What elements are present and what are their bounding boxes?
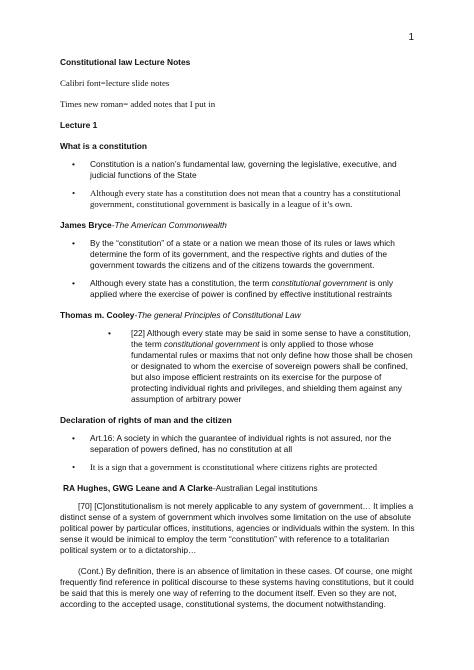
lecture-heading: Lecture 1 bbox=[60, 120, 98, 130]
font-note-calibri: Calibri font=lecture slide notes bbox=[60, 78, 170, 88]
page-number: 1 bbox=[408, 32, 414, 43]
declaration-heading: Declaration of rights of man and the citizen bbox=[60, 415, 232, 425]
document-title: Constitutional law Lecture Notes bbox=[60, 57, 191, 67]
list-item bbox=[60, 159, 416, 181]
bullet-icon: • bbox=[72, 238, 75, 248]
document-body bbox=[60, 57, 416, 610]
bullet-icon: • bbox=[72, 159, 75, 169]
list-item-text: It is a sign that a government is cconstitutional where citizens rights are protected bbox=[90, 462, 378, 472]
paragraph: (Cont.) By definition, there is an absence of limitation in these cases. Of course, one might frequently find reference in political discourse to these systems having constitutions, but it could be said that this is merely one way of referring to the document itself. Even so they are not, according to the accepted usage, constitutional systems, the document notwithstanding. bbox=[60, 566, 414, 609]
list-item bbox=[60, 462, 416, 473]
list-item-text: Although every state has a constitution does not mean that a country has a constitutional government, constitutional government is basically in a league of it’s own. bbox=[90, 188, 401, 209]
text-run: Although every state has a constitution, the term bbox=[90, 278, 272, 288]
list-item-text: Constitution is a nation’s fundamental law, governing the legislative, executive, and judicial functions of the State bbox=[90, 159, 397, 180]
list-item-text bbox=[131, 328, 413, 404]
bullet-icon: • bbox=[72, 278, 75, 288]
emphasis-text: constitutional government bbox=[271, 278, 367, 288]
font-note-times: Times new roman= added notes that I put in bbox=[60, 99, 216, 109]
hughes-heading bbox=[60, 483, 416, 494]
list-item bbox=[60, 278, 416, 300]
work-title: -Australian Legal institutions bbox=[212, 483, 318, 493]
author-name: RA Hughes, GWG Leane and A Clarke bbox=[63, 483, 213, 493]
bryce-heading bbox=[60, 220, 416, 231]
list-item bbox=[60, 433, 416, 455]
bullet-icon: • bbox=[108, 328, 111, 338]
text-run: is only applied where the exercise of power is confined by effective institutional restraints bbox=[90, 278, 394, 299]
list-item-text: By the “constitution” of a state or a nation we mean those of its rules or laws which determine the form of its government, and the respective rights and duties of the government towards the citizens and of the citizens towards the government. bbox=[90, 238, 395, 270]
work-title: -The general Principles of Constitutional Law bbox=[134, 310, 301, 320]
emphasis-text: constitutional government bbox=[164, 339, 260, 349]
list-item bbox=[60, 188, 416, 210]
text-run: [22] Although every state may be said in some sense to have a constitution, the term bbox=[131, 328, 411, 349]
bullet-icon: • bbox=[72, 433, 75, 443]
work-title: -The American Commonwealth bbox=[111, 220, 227, 230]
author-name: Thomas m. Cooley bbox=[60, 310, 135, 320]
cooley-heading bbox=[60, 310, 416, 321]
list-item bbox=[60, 328, 416, 405]
bullet-icon: • bbox=[72, 188, 76, 198]
list-item bbox=[60, 238, 416, 271]
text-run: is only applied to those whose fundamental rules or maxims that not only define how those shall be chosen or designated to whom the exercise of sovereign powers shall be confined, but also impose efficient restraints on its exercise for the purpose of protecting individual rights and privileges, and shielding them against any assumption of arbitrary power bbox=[131, 339, 413, 404]
section-heading-what-is-constitution: What is a constitution bbox=[60, 141, 148, 151]
list-item-text: Art.16: A society in which the guarantee of individual rights is not assured, nor the separation of powers defined, has no constitution at all bbox=[90, 433, 392, 454]
list-item-text bbox=[90, 278, 393, 299]
author-name: James Bryce bbox=[60, 220, 112, 230]
paragraph: [70] [C]onstitutionalism is not merely applicable to any system of government… It implies a distinct sense of a system of government which involves some limitation on the use of absolute political power by particular offices, institutions, agencies or individuals within the system. In this sense it would be inimical to employ the term “constitution” with reference to a totalitarian political system or to a dictatorship… bbox=[60, 501, 415, 555]
bullet-icon: • bbox=[72, 462, 76, 472]
